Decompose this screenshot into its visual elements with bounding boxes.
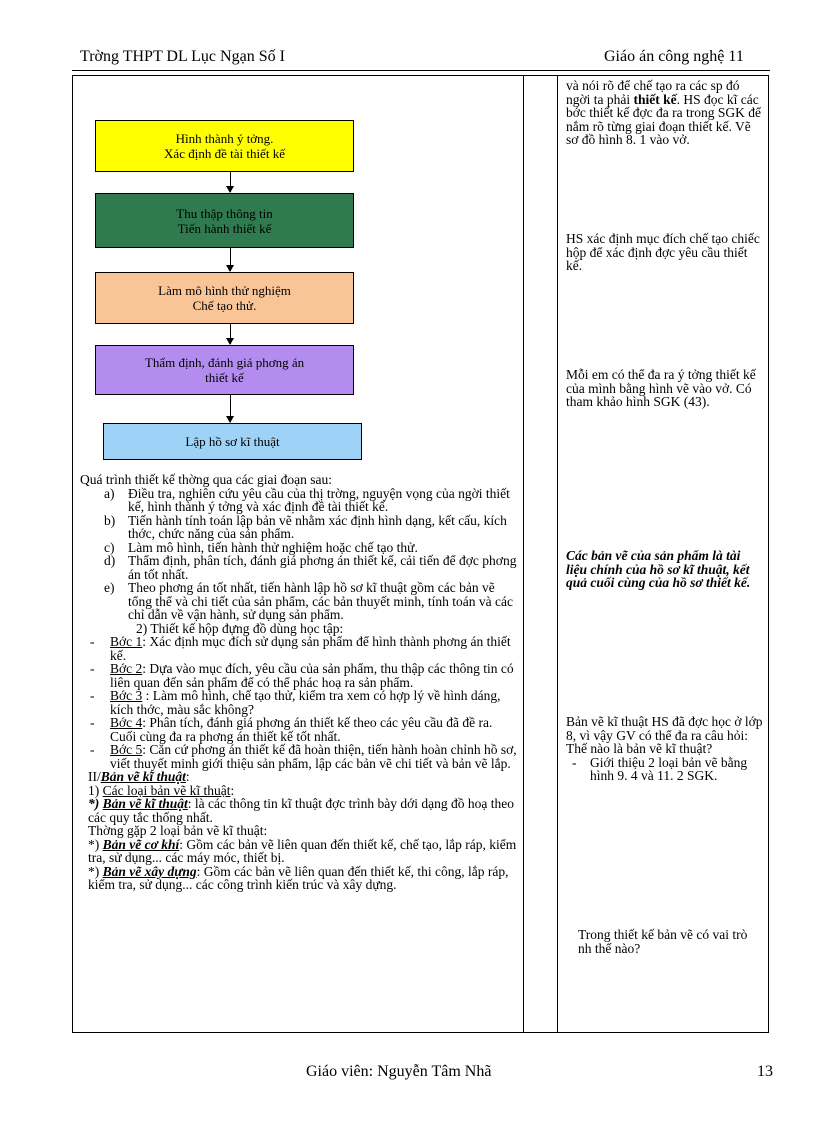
flow-box-idea [95, 120, 354, 172]
flow-box-research-line1: Thu thập thông tin [176, 205, 273, 221]
step-item: - Bớc 3 : Làm mô hình, chế tạo thử, kiểm tra xem có hợp lý về hình dáng, kích thớc, màu sắc không? [90, 688, 501, 717]
construction-drawing-paragraph: *) Bản vẽ xây dựng: Gồm các bản vẽ liên quan đến thiết kế, thi công, lắp ráp, kiểm tra, sử dụng... các công trình kiến trúc và xây dựng. [88, 863, 509, 892]
header-subject: Giáo án công nghệ 11 [604, 48, 744, 65]
mechanical-drawing-paragraph: *) Bản vẽ cơ khí: Gồm các bản vẽ liên quan đến thiết kế, chế tạo, lắp ráp, kiểm tra, sử dụng... các máy móc, thiết bị. [88, 836, 517, 865]
step-item: - Bớc 4: Phân tích, đánh giá phơng án thiết kế theo các yêu cầu đã đề ra. Cuối cùng đa ra phơng án thiết kế tốt nhất. [90, 715, 493, 744]
flow-box-dossier-line1: Lập hồ sơ kĩ thuật [185, 434, 280, 449]
step-label: Bớc 3 [110, 688, 143, 703]
footer-teacher: Giáo viên: Nguyễn Tâm Nhã [306, 1063, 492, 1080]
right-block-question: Trong thiết kế bản vẽ có vai trò nh thế nào? [578, 927, 748, 956]
flow-box-evaluate [95, 345, 354, 395]
right-bullet: - Giới thiệu 2 loại bản vẽ bằng hình 9. 4 và 11. 2 SGK. [572, 754, 748, 783]
step-label: Bớc 2 [110, 661, 143, 676]
right-block-drawings-note: Các bản vẽ của sản phẩm là tài liệu chính của hồ sơ kĩ thuật, kết quả cuối cùng của hồ sơ thiết kế. [566, 548, 751, 590]
subsection-1-heading: 1) Các loại bản vẽ kĩ thuật: [88, 782, 235, 798]
header-rule [72, 70, 770, 71]
step-item: - Bớc 1: Xác định mục đích sử dụng sản phẩm để hình thành phơng án thiết kế. [90, 634, 511, 663]
flow-box-research-line2: Tiến hành thiết kế [177, 220, 272, 236]
right-block-ideas: Mỗi em có thể đa ra ý tởng thiết kế của mình bằng hình vẽ vào vở. Có tham khảo hình SGK (43). [566, 367, 756, 409]
construction-term: Bản vẽ xây dựng [102, 863, 197, 879]
definition-paragraph: *) Bản vẽ kĩ thuật: là các thông tin kĩ thuật đợc trình bày dới dạng đồ hoạ theo các quy tắc thống nhất. [88, 796, 514, 825]
header-school: Trờng THPT DL Lục Ngạn Số I [80, 48, 285, 65]
stage-text: Tiến hành tính toán lập bản vẽ nhằm xác định hình dạng, kết cấu, kích thớc, chức năng của sản phẩm. [128, 512, 507, 541]
stage-item [80, 514, 520, 541]
stage-text: Điều tra, nghiên cứu yêu cầu của thị trờng, nguyện vọng của ngời thiết kế, hình thành ý tởng và xác định đề tài thiết kế. [128, 485, 510, 514]
step-item: - Bớc 5: Căn cứ phơng án thiết kế đã hoàn thiện, tiến hành hoàn chỉnh hồ sơ, viết thuyết minh giới thiệu sản phẩm, lập các bản vẽ chi tiết và bản vẽ lắp. [90, 742, 517, 771]
flow-box-idea-line1: Hình thành ý tởng. [175, 131, 274, 146]
column-divider-right [557, 75, 558, 1033]
stage-item [80, 541, 520, 555]
right-block-design-steps: và nói rõ để chế tạo ra các sp đó ngời ta phải thiết kế. HS đọc kĩ các bớc thiết kế đợc đa ra trong SGK để nắm rõ từng giai đoạn thiết kế. Vẽ sơ đồ hình 8. 1 vào vở. [566, 78, 761, 147]
right-block-purpose: HS xác định mục đích chế tạo chiếc hộp để xác định đợc yêu cầu thiết kế. [566, 231, 760, 273]
flow-box-prototype-line1: Làm mô hình thử nghiệm [158, 283, 291, 298]
stage-item [80, 581, 520, 622]
stage-text: Làm mô hình, tiến hành thử nghiệm hoặc chế tạo thử. [128, 539, 418, 555]
flow-arrow-2 [230, 248, 231, 271]
flow-arrow-4 [230, 395, 231, 422]
subsection-1-title: Các loại bản vẽ kĩ thuật [102, 782, 231, 798]
left-column-text [80, 473, 520, 892]
stage-mark: a) [104, 485, 115, 501]
step-text: : Căn cứ phơng án thiết kế đã hoàn thiện, tiến hành hoàn chỉnh hồ sơ, viết thuyết minh giới thiệu sản phẩm, lập các bản vẽ chi tiết và bản vẽ lắp. [110, 742, 517, 771]
section-2-title: 2) Thiết kế hộp đựng đồ dùng học tập: [136, 620, 344, 636]
page-number: 13 [757, 1063, 773, 1080]
definition-term: Bản vẽ kĩ thuật [102, 796, 188, 811]
flow-box-dossier [103, 423, 362, 460]
stage-mark: d) [104, 553, 116, 568]
stage-text: Theo phơng án tốt nhất, tiến hành lập hồ sơ kĩ thuật gồm các bản vẽ tổng thể và chi tiết của sản phẩm, các bản thuyết minh, tính toán và các chỉ dẫn về vận hành, sử dụng sản phẩm. [128, 580, 513, 622]
flow-box-evaluate-line1: Thẩm định, đánh giá phơng án [144, 355, 305, 370]
stage-item [80, 487, 520, 514]
column-divider-left [523, 75, 524, 1033]
stage-mark: e) [104, 580, 115, 595]
step-item: - Bớc 2: Dựa vào mục đích, yêu cầu của sản phẩm, thu thập các thông tin có liên quan đến sản phẩm để có thể phác hoạ ra sản phẩm. [90, 661, 514, 690]
mechanical-term: Bản vẽ cơ khí [102, 836, 180, 852]
flow-box-prototype [95, 272, 354, 324]
right-block-technical-drawing: Bản vẽ kĩ thuật HS đã đợc học ở lớp 8, vì vậy GV có thể đa ra câu hỏi: Thế nào là bản vẽ kĩ thuật? - Giới thiệu 2 loại bản vẽ bằng hình 9. 4 và 11. 2 SGK. [566, 714, 763, 783]
right-bold-term: thiết kế [633, 91, 677, 107]
stage-text: Thẩm định, phân tích, đánh giá phơng án thiết kế, cải tiến để đợc phơng án tốt nhất. [128, 553, 517, 582]
flow-box-idea-line2: Xác định đề tài thiết kế [164, 146, 285, 161]
flow-arrow-3 [230, 324, 231, 344]
flow-box-evaluate-line2: thiết kế [205, 370, 244, 385]
step-text: : Phân tích, đánh giá phơng án thiết kế theo các yêu cầu đã đề ra. Cuối cùng đa ra phơng án thiết kế tốt nhất. [110, 715, 493, 744]
stage-item [80, 554, 520, 581]
stage-mark: b) [104, 512, 116, 528]
step-text: : Xác định mục đích sử dụng sản phẩm để hình thành phơng án thiết kế. [110, 634, 511, 663]
stages-intro: Quá trình thiết kế thờng qua các giai đoạn sau: [80, 472, 332, 487]
common-types-line: Thờng gặp 2 loại bản vẽ kĩ thuật: [88, 823, 268, 838]
part-2-heading: II/Bản vẽ kĩ thuật: [88, 769, 190, 784]
step-label: Bớc 1 [110, 634, 143, 649]
step-text: : Làm mô hình, chế tạo thử, kiểm tra xem có hợp lý về hình dáng, kích thớc, màu sắc không? [110, 688, 501, 717]
flow-box-research [95, 193, 354, 248]
flow-arrow-1 [230, 172, 231, 192]
part-2-title: Bản vẽ kĩ thuật [100, 769, 186, 784]
step-text: : Dựa vào mục đích, yêu cầu của sản phẩm, thu thập các thông tin có liên quan đến sản phẩm để có thể phác hoạ ra sản phẩm. [110, 661, 514, 690]
step-label: Bớc 5 [110, 742, 143, 757]
stage-mark: c) [104, 539, 115, 555]
step-label: Bớc 4 [110, 715, 143, 730]
flow-box-prototype-line2: Chế tạo thử. [192, 298, 257, 313]
